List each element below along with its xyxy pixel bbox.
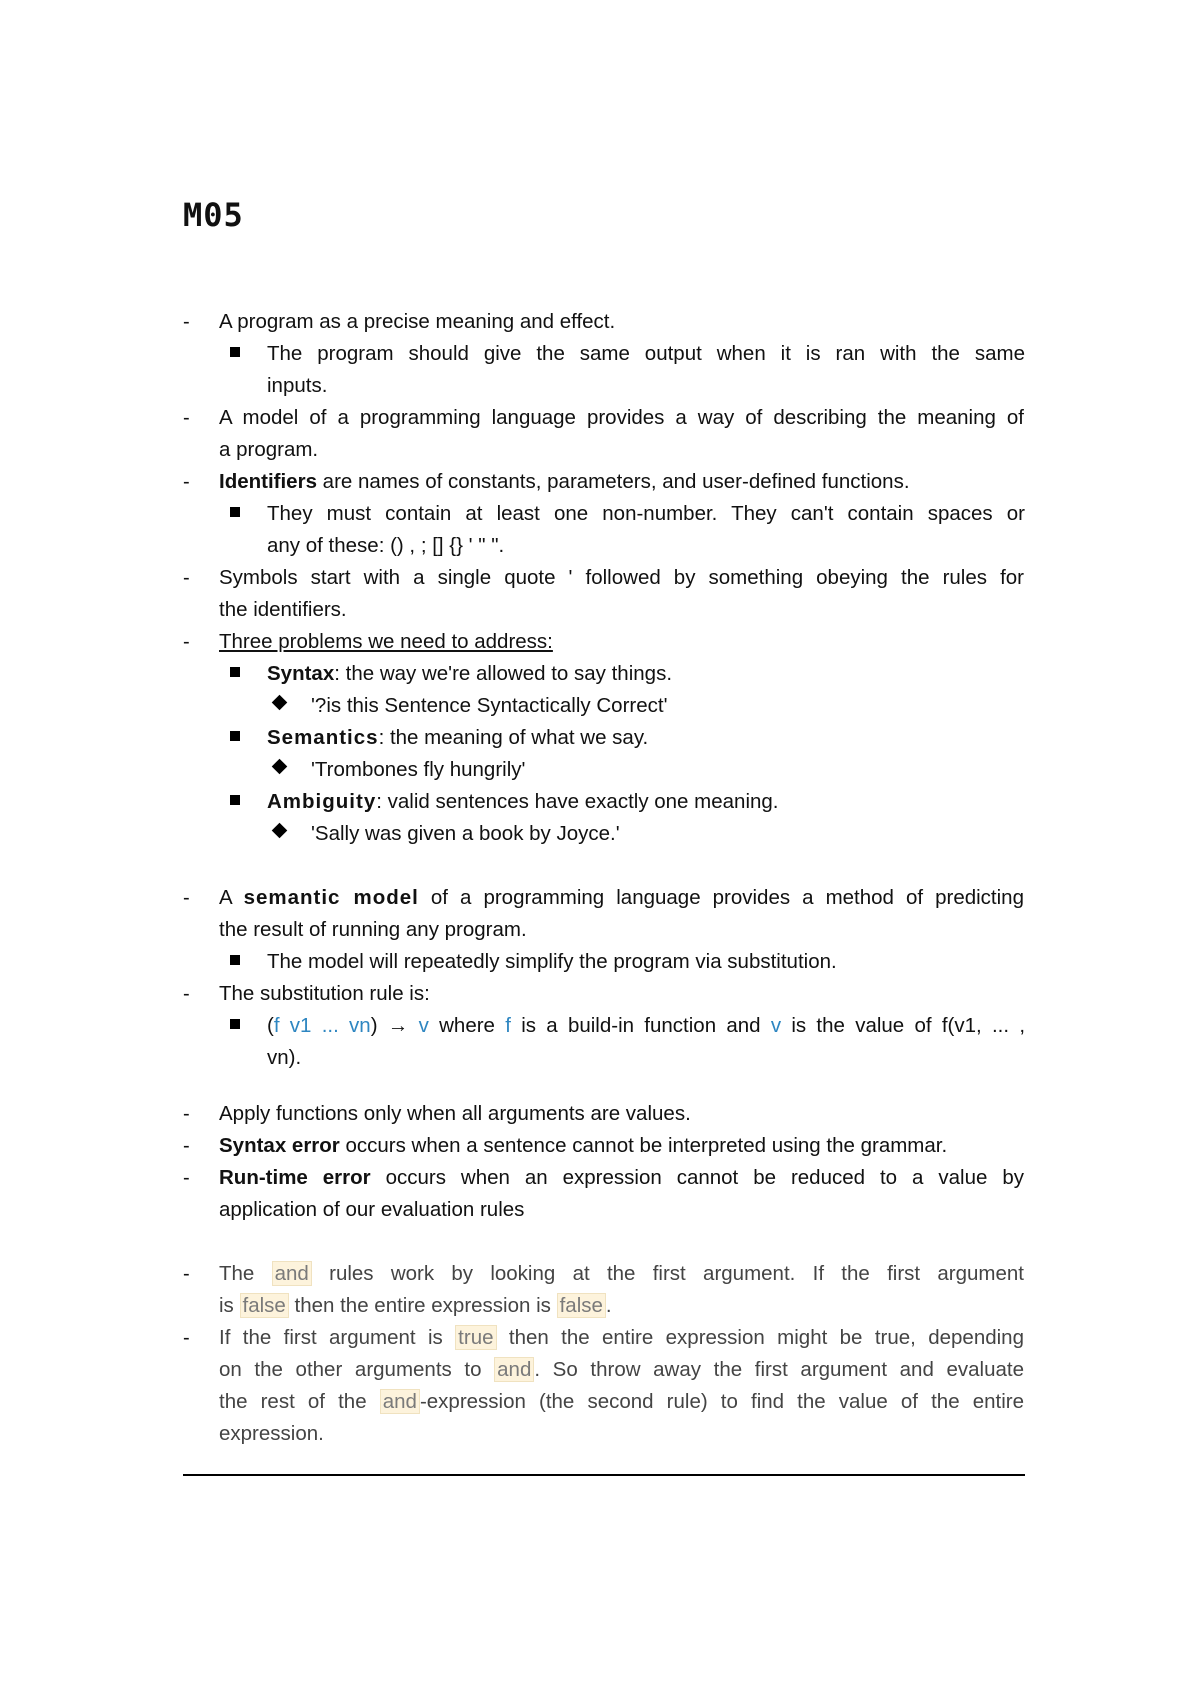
keyword-and: and <box>272 1261 312 1286</box>
term-run-time-error: Run-time error <box>219 1166 371 1189</box>
page-title: M05 <box>183 196 244 234</box>
square-bullet-icon <box>230 795 240 805</box>
text-span: ( <box>267 1014 274 1037</box>
right-arrow-icon: → <box>387 1014 409 1037</box>
text-line: 'Sally was given a book by Joyce.' <box>311 822 620 845</box>
text-span: where <box>428 1014 506 1037</box>
text-span: on the other arguments to <box>219 1358 495 1381</box>
text-line: 'Trombones fly hungrily' <box>311 758 526 781</box>
term-semantic-model: semantic model <box>243 886 419 909</box>
code-span: v <box>770 1014 782 1037</box>
code-span: f <box>505 1014 511 1037</box>
text-line <box>219 882 1024 914</box>
text-span: of a programming language provides a method of predicting <box>418 886 1024 909</box>
horizontal-rule <box>183 1474 1025 1476</box>
dash-bullet: - <box>183 567 190 589</box>
text-line: inputs. <box>267 374 328 397</box>
dash-bullet: - <box>183 1135 190 1157</box>
text-span: then the entire expression might be true, depending <box>496 1326 1024 1349</box>
text-line <box>267 786 779 818</box>
text-span: : the meaning of what we say. <box>378 726 649 749</box>
text-line: A model of a programming language provides a way of describing the meaning of <box>219 406 1024 429</box>
text-span: The <box>219 1262 272 1285</box>
text-span: -expression (the second rule) to find the value of the entire <box>419 1390 1024 1413</box>
dash-bullet: - <box>183 1167 190 1189</box>
text-span: : the way we're allowed to say things. <box>334 662 673 685</box>
text-span: the rest of the <box>219 1390 380 1413</box>
text-line <box>219 1354 1024 1386</box>
square-bullet-icon <box>230 955 240 965</box>
text-span: is a build-in function and <box>510 1014 771 1037</box>
text-line: application of our evaluation rules <box>219 1198 525 1221</box>
text-span: occurs when an expression cannot be reduced to a value by <box>370 1166 1024 1189</box>
term-identifiers: Identifiers <box>219 470 317 493</box>
text-span: are names of constants, parameters, and user-defined functions. <box>316 470 910 493</box>
text-span: occurs when a sentence cannot be interpreted using the grammar. <box>339 1134 948 1157</box>
text-line: expression. <box>219 1422 324 1445</box>
text-line: They must contain at least one non-number. They can't contain spaces or <box>267 502 1025 525</box>
text-line <box>267 722 648 754</box>
keyword-and: and <box>494 1357 534 1382</box>
text-line <box>267 658 672 690</box>
term-syntax-error: Syntax error <box>219 1134 340 1157</box>
keyword-false: false <box>240 1293 289 1318</box>
dash-bullet: - <box>183 1103 190 1125</box>
square-bullet-icon <box>230 1019 240 1029</box>
keyword-false: false <box>557 1293 606 1318</box>
term-semantics: Semantics <box>267 726 379 749</box>
text-span: ) <box>370 1014 378 1037</box>
text-line <box>219 1322 1024 1354</box>
text-line: a program. <box>219 438 319 461</box>
text-line: vn). <box>267 1046 302 1069</box>
dash-bullet: - <box>183 631 190 653</box>
text-line <box>219 1258 1024 1290</box>
keyword-true: true <box>455 1325 496 1350</box>
diamond-bullet-icon <box>272 759 288 775</box>
text-span: rules work by looking at the first argument. If the first argument <box>311 1262 1024 1285</box>
square-bullet-icon <box>230 731 240 741</box>
text-line: the result of running any program. <box>219 918 527 941</box>
text-line: '?is this Sentence Syntactically Correct' <box>311 694 668 717</box>
text-line: the identifiers. <box>219 598 347 621</box>
keyword-and: and <box>380 1389 420 1414</box>
text-line <box>219 1162 1024 1194</box>
text-span: . So throw away the first argument and evaluate <box>534 1358 1024 1381</box>
text-span: . <box>605 1294 612 1317</box>
dash-bullet: - <box>183 1327 190 1349</box>
text-line: Symbols start with a single quote ' followed by something obeying the rules for <box>219 566 1024 589</box>
square-bullet-icon <box>230 667 240 677</box>
text-line: The model will repeatedly simplify the program via substitution. <box>267 950 837 973</box>
dash-bullet: - <box>183 983 190 1005</box>
code-span: v <box>418 1014 429 1037</box>
text-line: any of these: () , ; [] {} ' " ". <box>267 534 505 557</box>
dash-bullet: - <box>183 407 190 429</box>
text-line: A program as a precise meaning and effect. <box>219 310 616 333</box>
text-line <box>219 1386 1024 1418</box>
square-bullet-icon <box>230 507 240 517</box>
dash-bullet: - <box>183 1263 190 1285</box>
text-span: is <box>219 1294 240 1317</box>
code-span: f v1 ... vn <box>273 1014 371 1037</box>
square-bullet-icon <box>230 347 240 357</box>
text-span: If the first argument is <box>219 1326 456 1349</box>
text-line <box>219 1130 947 1162</box>
dash-bullet: - <box>183 887 190 909</box>
text-line: Three problems we need to address: <box>219 630 553 653</box>
text-line <box>219 1290 612 1322</box>
text-line: The program should give the same output when it is ran with the same <box>267 342 1025 365</box>
text-span: is the value of f(v1, ... , <box>781 1014 1026 1037</box>
text-span: A <box>219 886 244 909</box>
dash-bullet: - <box>183 311 190 333</box>
diamond-bullet-icon <box>272 695 288 711</box>
dash-bullet: - <box>183 471 190 493</box>
text-line <box>219 466 910 498</box>
text-span: then the entire expression is <box>288 1294 557 1317</box>
term-ambiguity: Ambiguity <box>267 790 377 813</box>
text-line: Apply functions only when all arguments are values. <box>219 1102 691 1125</box>
text-span: : valid sentences have exactly one meaning. <box>376 790 779 813</box>
term-syntax: Syntax <box>267 662 335 685</box>
diamond-bullet-icon <box>272 823 288 839</box>
substitution-rule <box>267 1010 1025 1042</box>
text-line: The substitution rule is: <box>219 982 430 1005</box>
